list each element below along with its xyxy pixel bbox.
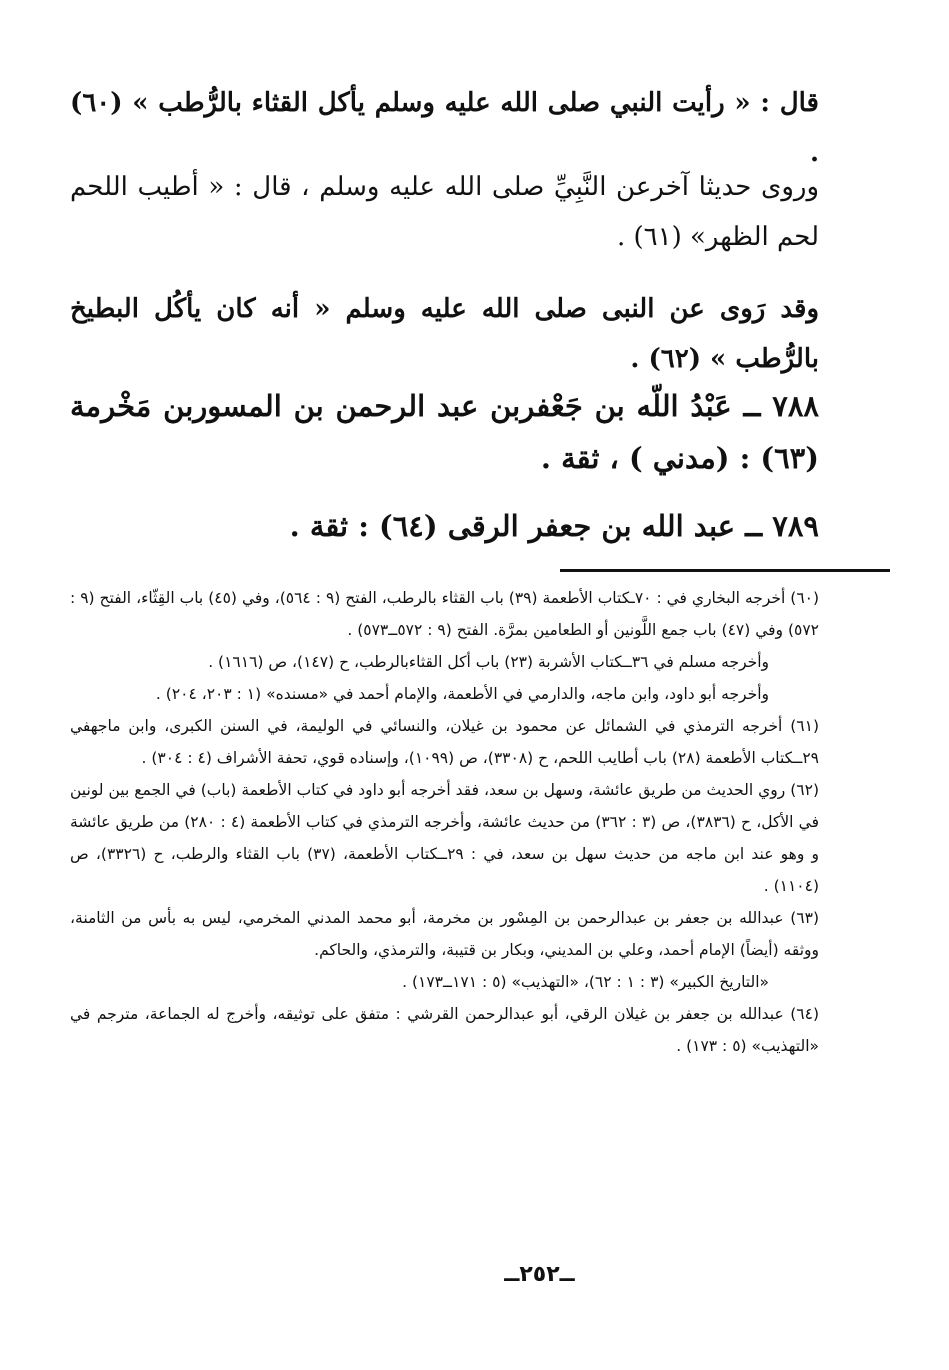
footnote-64: (٦٤) عبدالله بن جعفر بن غيلان الرقي، أبو عبدالرحمن القرشي : متفق على توثيقه، وأخرج له الجماعة، مترجم في «التهذيب» (٥ : ١٧٣) .	[70, 1005, 819, 1055]
body-paragraph-2: وروى حديثا آخرعن النَّبِيِّ صلى الله عليه وسلم ، قال : « أطيب اللحم لحم الظهر» (٦١) .	[70, 172, 819, 252]
body-paragraph-1: قال : « رأيت النبي صلى الله عليه وسلم يأكل القثاء بالرُّطب » (٦٠) .	[70, 88, 819, 168]
footnotes-section	[70, 582, 819, 1062]
footnote-62: (٦٢) روي الحديث من طريق عائشة، وسهل بن سعد، فقد أخرجه أبو داود في كتاب الأطعمة (باب) في الجمع بين لونين في الأكل، ح (٣٨٣٦)، ص (٣ : ٣٦٢) من حديث عائشة، وأخرجه الترمذي في كتاب الأطعمة (٤ : ٢٨٠) من طريق عائشة و وهو عند ابن ماجه من حديث سهل بن سعد، في : ٢٩ــكتاب الأطعمة، (٣٧) باب القثاء والرطب، ح (٣٣٢٦)، ص (١١٠٤) .	[70, 781, 820, 895]
footnote-60-others: وأخرجه أبو داود، وابن ماجه، والدارمي في الأطعمة، والإمام أحمد في «مسنده» (١ : ٢٠٣، ٢٠٤) .	[155, 685, 769, 703]
page-number: ــ٢٥٢ــ	[504, 1262, 575, 1287]
book-page	[70, 0, 819, 1370]
entry-788: ٧٨٨ ــ عَبْدُ اللّه بن جَعْفربن عبد الرحمن بن المسوربن مَخْرمة (٦٣) : (مدني ) ، ثقة .	[70, 389, 819, 475]
body-paragraph-3: وقد رَوى عن النبى صلى الله عليه وسلم « أنه كان يأكُل البطيخ بالرُّطب » (٦٢) .	[70, 294, 819, 374]
footnote-63: (٦٣) عبدالله بن جعفر بن عبدالرحمن بن المِسْور بن مخرمة، أبو محمد المدني المخرمي، ليس به بأس من الثامنة، ووثقه (أيضاً) الإمام أحمد، وعلي بن المديني، وبكار بن قتيبة، والترمذي، والحاكم.	[70, 909, 819, 959]
footnote-60: (٦٠) أخرجه البخاري في : ٧٠ـكتاب الأطعمة (٣٩) باب القثاء بالرطب، الفتح (٩ : ٥٦٤)، وفي (٤٥) باب القِثّاء، الفتح (٩ : ٥٧٢) وفي (٤٧) باب جمع اللَّونين أو الطعامين بمرَّة. الفتح (٩ : ٥٧٢ــ٥٧٣) .	[70, 589, 820, 639]
entry-789: ٧٨٩ ــ عبد الله بن جعفر الرقى (٦٤) : ثقة .	[289, 509, 819, 543]
footnote-61: (٦١) أخرجه الترمذي في الشمائل عن محمود بن غيلان، والنسائي في الوليمة، في السنن الكبرى، وابن ماجهفي ٢٩ــكتاب الأطعمة (٢٨) باب أطايب اللحم، ح (٣٣٠٨)، ص (١٠٩٩)، وإسناده قوي، تحفة الأشراف (٤ : ٣٠٤) .	[70, 717, 819, 767]
footnote-60-muslim: وأخرجه مسلم في ٣٦ــكتاب الأشربة (٢٣) باب أكل القثاءبالرطب، ح (١٤٧)، ص (١٦١٦) .	[208, 653, 769, 671]
footnote-separator	[560, 569, 890, 572]
footnote-63-refs: «التاريخ الكبير» (٣ : ١ : ٦٢)، «التهذيب» (٥ : ١٧١ــ١٧٣) .	[402, 973, 769, 991]
